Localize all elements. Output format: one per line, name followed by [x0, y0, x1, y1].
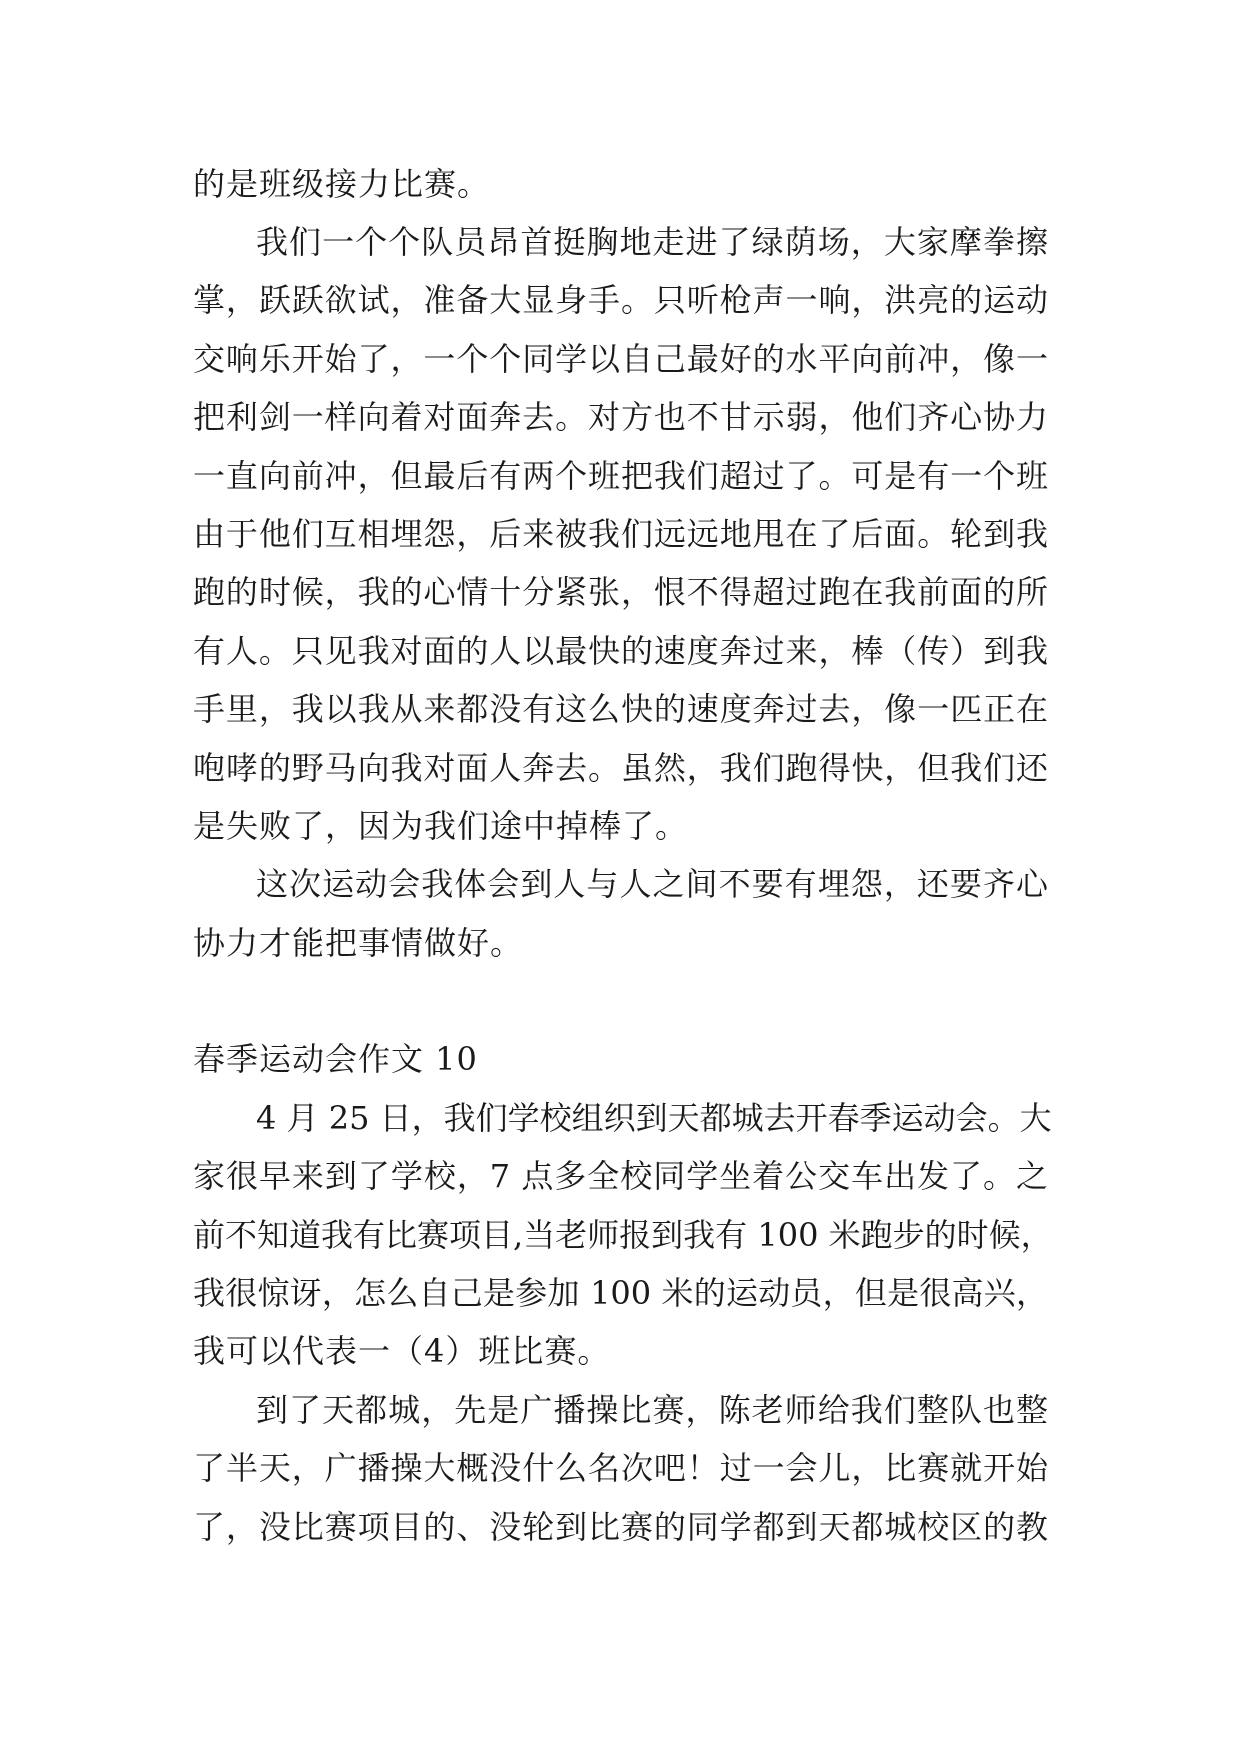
text-line: 前不知道我有比赛项目,当老师报到我有 100 米跑步的时候，	[193, 1216, 1053, 1254]
section-title: 春季运动会作文 10	[193, 1040, 478, 1078]
text-line: 把利剑一样向着对面奔去。对方也不甘示弱，他们齐心协力	[193, 398, 1048, 436]
text-line: 一直向前冲，但最后有两个班把我们超过了。可是有一个班	[193, 457, 1048, 495]
text-line: 了，没比赛项目的、没轮到比赛的同学都到天都城校区的教	[193, 1508, 1048, 1546]
text-line: 跑的时候，我的心情十分紧张，恨不得超过跑在我前面的所	[193, 573, 1048, 611]
text-line: 的是班级接力比赛。	[193, 165, 491, 203]
text-line: 家很早来到了学校，7 点多全校同学坐着公交车出发了。之	[193, 1157, 1048, 1195]
text-line: 我很惊讶，怎么自己是参加 100 米的运动员，但是很高兴，	[193, 1274, 1048, 1312]
text-line: 有人。只见我对面的人以最快的速度奔过来，棒（传）到我	[193, 632, 1048, 670]
text-line: 4 月 25 日，我们学校组织到天都城去开春季运动会。大	[256, 1099, 1052, 1137]
text-line: 手里，我以我从来都没有这么快的速度奔过去，像一匹正在	[193, 690, 1048, 728]
text-line: 由于他们互相埋怨，后来被我们远远地甩在了后面。轮到我	[193, 515, 1048, 553]
text-line: 咆哮的野马向我对面人奔去。虽然，我们跑得快，但我们还	[193, 749, 1048, 787]
text-line: 我们一个个队员昂首挺胸地走进了绿荫场，大家摩拳擦	[256, 223, 1048, 261]
text-line: 这次运动会我体会到人与人之间不要有埋怨，还要齐心	[256, 865, 1048, 903]
text-line: 协力才能把事情做好。	[193, 924, 524, 962]
text-line: 掌，跃跃欲试，准备大显身手。只听枪声一响，洪亮的运动	[193, 281, 1048, 319]
text-line: 了半天，广播操大概没什么名次吧！过一会儿，比赛就开始	[193, 1449, 1048, 1487]
text-line: 我可以代表一（4）班比赛。	[193, 1332, 611, 1370]
text-line: 到了天都城，先是广播操比赛，陈老师给我们整队也整	[256, 1391, 1048, 1429]
text-line: 交响乐开始了，一个个同学以自己最好的水平向前冲，像一	[193, 340, 1048, 378]
text-line: 是失败了，因为我们途中掉棒了。	[193, 807, 689, 845]
